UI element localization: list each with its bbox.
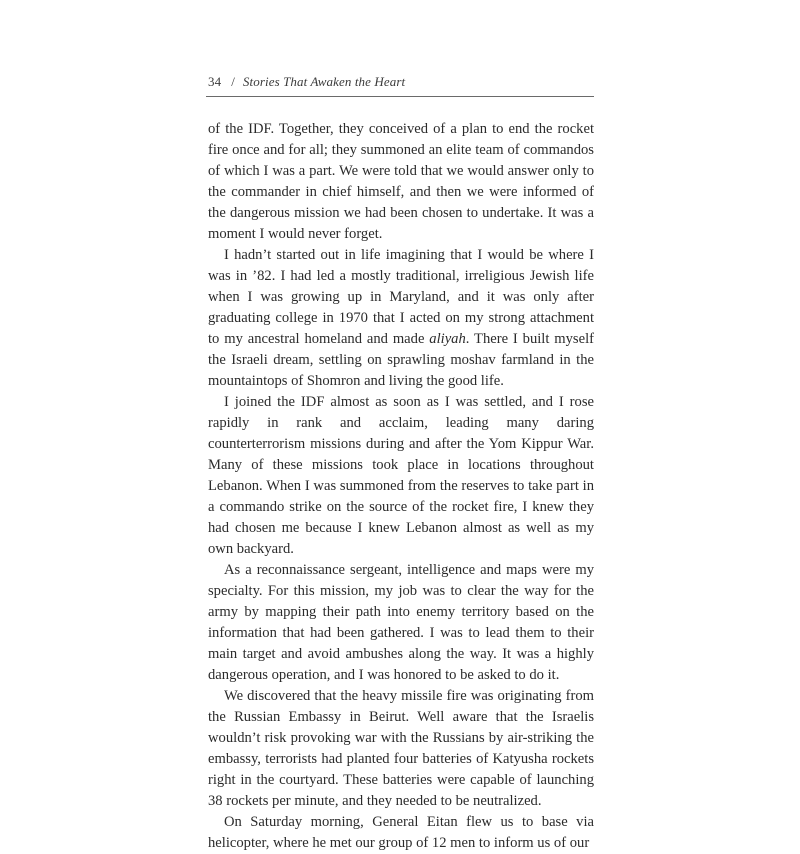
running-head [208, 74, 405, 90]
page-number: 34 [208, 74, 222, 89]
paragraph-3: I joined the IDF almost as soon as I was settled, and I rose rapidly in rank and acclaim, leading many daring counterterrorism missions during and after the Yom Kippur War. Many of these missions took place in locations throughout Lebanon. When I was summoned from the reserves to take part in a commando strike on the source of the rocket fire, I knew they had chosen me because I knew Lebanon almost as well as my own backyard. [208, 394, 594, 557]
header-rule [206, 96, 594, 97]
paragraph-6: On Saturday morning, General Eitan flew us to base via helicopter, where he met our group of 12 men to inform us of our [208, 814, 594, 851]
paragraph-2-text-before: I hadn’t started out in life imagining that I would be where I was in ’82. I had led a mostly traditional, irreligious Jewish life when I was growing up in Maryland, and it was only after graduating college in 1970 that I acted on my strong attachment to my ancestral homeland and made [208, 247, 594, 347]
book-title: Stories That Awaken the Heart [242, 74, 406, 89]
body-text [208, 119, 594, 854]
running-head-separator: / [231, 74, 235, 89]
italic-term-aliyah: aliyah [429, 331, 466, 347]
paragraph-5: We discovered that the heavy missile fire was originating from the Russian Embassy in Beirut. Well aware that the Israelis wouldn’t risk provoking war with the Russians by air-striking the embassy, terrorists had planted four batteries of Katyusha rockets right in the courtyard. These batteries were capable of launching 38 rockets per minute, and they needed to be neutralized. [208, 688, 594, 809]
paragraph-1: of the IDF. Together, they conceived of a plan to end the rocket fire once and for all; they summoned an elite team of commandos of which I was a part. We were told that we would answer only to the commander in chief himself, and then we were informed of the dangerous mission we had been chosen to undertake. It was a moment I would never forget. [208, 121, 594, 242]
paragraph-2-text-after: . There I built myself the Israeli dream, settling on sprawling moshav farmland in the mountaintops of Shomron and living the good life. [208, 331, 595, 389]
paragraph-4: As a reconnaissance sergeant, intelligence and maps were my specialty. For this mission, my job was to clear the way for the army by mapping their path into enemy territory based on the information that had been gathered. I was to lead them to their main target and avoid ambushes along the way. It was a highly dangerous operation, and I was honored to be asked to do it. [208, 562, 594, 683]
paragraph-2 [208, 245, 594, 392]
